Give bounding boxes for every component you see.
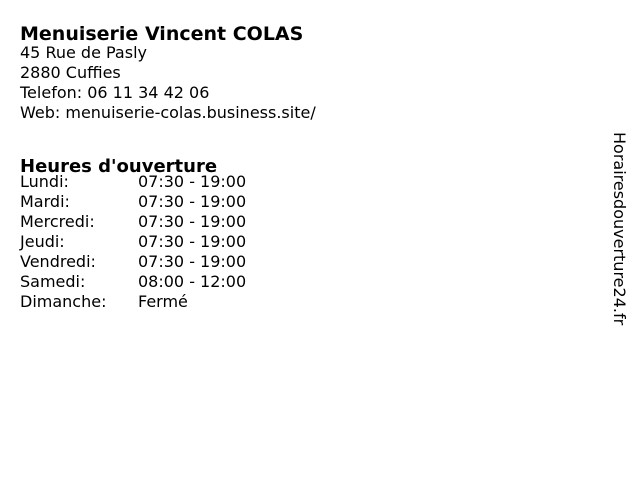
day-label: Dimanche: [20,292,107,311]
hours-row-saturday [20,272,246,292]
address-street: 45 Rue de Pasly [20,43,147,62]
opening-hours-heading: Heures d'ouverture [20,155,218,177]
address-city: 2880 Cuffies [20,63,121,82]
day-label: Vendredi: [20,252,96,271]
contact-info-block [20,43,316,123]
hours-row-tuesday [20,192,246,212]
time-value: 07:30 - 19:00 [138,252,247,271]
day-label: Jeudi: [20,232,65,251]
time-value: 07:30 - 19:00 [138,232,247,251]
phone-line: Telefon: 06 11 34 42 06 [20,83,210,102]
day-label: Mercredi: [20,212,95,231]
hours-row-wednesday [20,212,246,232]
time-value: 07:30 - 19:00 [138,192,247,211]
website-line: Web: menuiserie-colas.business.site/ [20,103,316,122]
site-watermark-vertical: Horairesdouverture24.fr [610,132,629,326]
time-value: Fermé [138,292,188,311]
hours-row-thursday [20,232,246,252]
opening-hours-table [20,172,246,312]
time-value: 07:30 - 19:00 [138,172,247,191]
day-label: Lundi: [20,172,69,191]
hours-row-monday [20,172,246,192]
business-name-title: Menuiserie Vincent COLAS [20,22,304,45]
time-value: 07:30 - 19:00 [138,212,247,231]
hours-row-sunday [20,292,246,312]
time-value: 08:00 - 12:00 [138,272,247,291]
hours-row-friday [20,252,246,272]
day-label: Mardi: [20,192,70,211]
day-label: Samedi: [20,272,86,291]
